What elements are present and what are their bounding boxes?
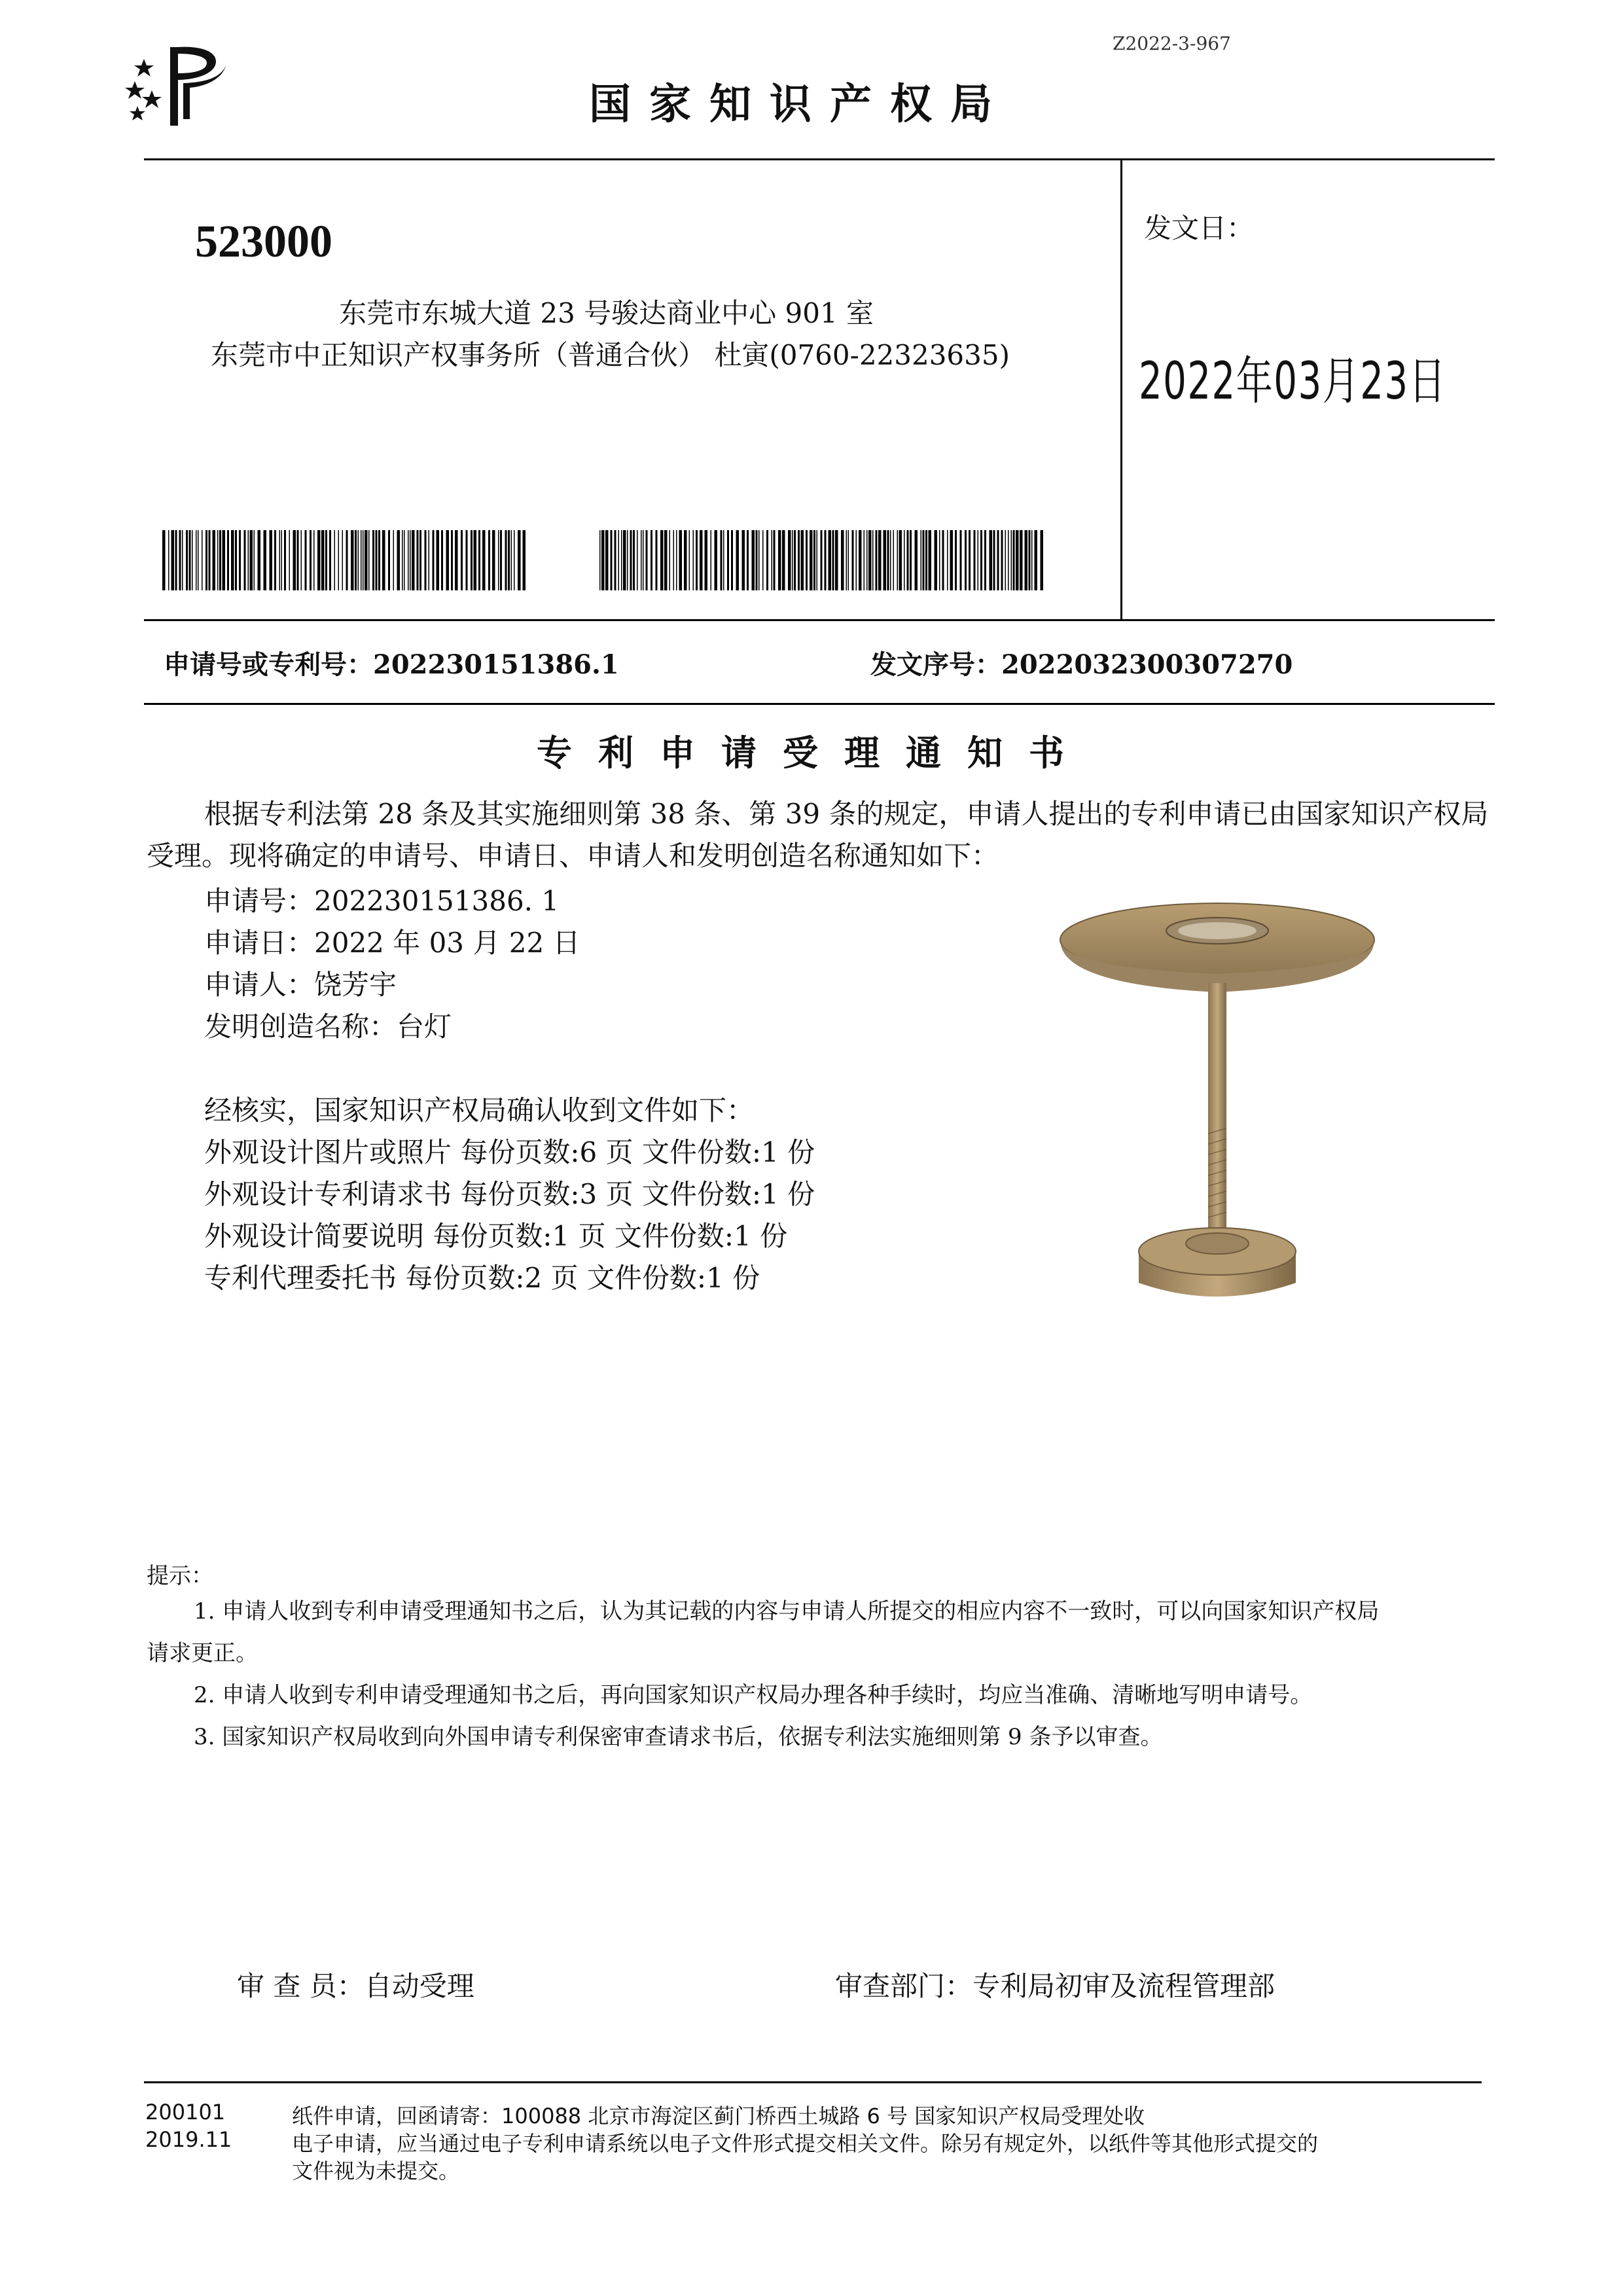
barcode-bar (334, 530, 336, 590)
barcode-bar (325, 530, 327, 590)
barcode-bar (378, 530, 380, 590)
barcode-bar (388, 530, 390, 590)
barcode-bar (329, 530, 331, 590)
barcode-bar (611, 530, 613, 590)
barcode-bar (488, 530, 490, 590)
barcode-bar (705, 530, 708, 590)
barcode-bar (883, 530, 887, 590)
barcode-bar (293, 530, 296, 590)
barcode-bar (500, 530, 502, 590)
barcode-bar (950, 530, 954, 590)
barcode-bar (363, 530, 364, 590)
barcode-bar (274, 530, 276, 590)
barcode-bar (310, 530, 312, 590)
barcode-bar (782, 530, 785, 590)
barcode-bar (351, 530, 354, 590)
barcode-bar (756, 530, 758, 590)
barcode-bar (365, 530, 368, 590)
barcode-bar (186, 530, 188, 590)
barcode-bar (651, 530, 652, 590)
barcode-left (162, 530, 526, 590)
barcode-bar (466, 530, 468, 590)
barcode-bar (471, 530, 473, 590)
barcode-bar (664, 530, 668, 590)
barcode-bar (810, 530, 813, 590)
barcode-bar (451, 530, 453, 590)
field-invention-name: 发明创造名称：台灯 (204, 1011, 452, 1043)
barcode-bar (835, 530, 838, 590)
barcode-bar (209, 530, 211, 590)
examiner: 审 查 员：自动受理 (237, 1970, 474, 2002)
agency-name: 东莞市中正知识产权事务所（普通合伙） 杜寅(0760-22323635) (211, 339, 1010, 371)
footer-line: 文件视为未提交。 (292, 2159, 460, 2183)
barcode-bar (890, 530, 891, 590)
form-version: 2019.11 (145, 2127, 232, 2152)
confirm-heading: 经核实，国家知识产权局确认收到文件如下： (204, 1094, 755, 1126)
barcode-bar (376, 530, 378, 590)
barcode-bar (758, 530, 760, 590)
barcode-bar (248, 530, 249, 590)
barcode-bar (605, 530, 609, 590)
barcode-bar (474, 530, 477, 590)
tip-item: 3. 国家知识产权局收到向外国申请专利保密审查请求书后，依据专利法实施细则第 9 条予以审查。 (194, 1724, 1163, 1750)
review-department: 审查部门：专利局初审及流程管理部 (835, 1970, 1275, 2002)
barcode-bar (792, 530, 793, 590)
barcode-bar (821, 530, 823, 590)
barcode-bar (441, 530, 443, 590)
header-rule (144, 158, 1495, 160)
barcode-bar (446, 530, 450, 590)
barcode-bar (633, 530, 635, 590)
barcode-bar (258, 530, 261, 590)
barcode-bar (492, 530, 495, 590)
barcode-bar (904, 530, 905, 590)
barcode-bar (1011, 530, 1012, 590)
barcode-bar (518, 530, 521, 590)
barcode-bar (813, 530, 815, 590)
barcode-bar (425, 530, 427, 590)
barcode-right (599, 530, 1044, 590)
barcode-bar (846, 530, 847, 590)
tip-item: 2. 申请人收到专利申请受理通知书之后，再向国家知识产权局办理各种手续时，均应当准确、清晰地写明申请号。 (194, 1682, 1313, 1708)
barcode-bar (731, 530, 733, 590)
barcode-bar (437, 530, 440, 590)
barcode-bar (317, 530, 321, 590)
barcode-bar (969, 530, 971, 590)
barcode-bar (393, 530, 395, 590)
barcode-bar (907, 530, 909, 590)
barcode-bar (514, 530, 515, 590)
barcode-bar (997, 530, 999, 590)
office-name: 国家知识产权局 (589, 81, 1010, 129)
barcode-bar (217, 530, 219, 590)
barcode-bar (915, 530, 918, 590)
barcode-bar (198, 530, 199, 590)
barcode-bar (984, 530, 986, 590)
barcode-bar (189, 530, 191, 590)
barcode-bar (397, 530, 401, 590)
barcode-bar (250, 530, 253, 590)
barcode-bar (660, 530, 664, 590)
tip-item: 1. 申请人收到专利申请受理通知书之后，认为其记载的内容与申请人所提交的相应内容不一致时，可以向国家知识产权局 (194, 1598, 1380, 1624)
barcode-bar (417, 530, 419, 590)
barcode-bar (925, 530, 927, 590)
barcode-bar (1013, 530, 1015, 590)
barcode-bar (960, 530, 962, 590)
barcode-bar (478, 530, 480, 590)
barcode-bar (1005, 530, 1007, 590)
barcode-bar (338, 530, 340, 590)
barcode-bar (289, 530, 291, 590)
barcode-bar (887, 530, 889, 590)
barcode-bar (433, 530, 435, 590)
field-application-number: 申请号：202230151386. 1 (204, 885, 560, 917)
barcode-bar (711, 530, 712, 590)
file-item: 外观设计专利请求书 每份页数:3 页 文件份数:1 份 (204, 1178, 815, 1210)
barcode-bar (742, 530, 745, 590)
cnipa-logo-icon (118, 41, 249, 132)
footer-rule (144, 2081, 1482, 2083)
barcode-bar (762, 530, 764, 590)
barcode-bar (168, 530, 169, 590)
barcode-bar (752, 530, 755, 590)
barcode-bar (313, 530, 315, 590)
barcode-bar (623, 530, 626, 590)
barcode-bar (627, 530, 628, 590)
serial-number-label: 发文序号： (870, 649, 1001, 680)
barcode-bar (361, 530, 362, 590)
barcode-bar (866, 530, 868, 590)
barcode-bar (923, 530, 925, 590)
barcode-bar (794, 530, 796, 590)
form-code: 200101 (145, 2100, 226, 2125)
barcode-bar (723, 530, 724, 590)
serial-number-row (870, 644, 1293, 681)
barcode-bar (656, 530, 658, 590)
barcode-bar (196, 530, 197, 590)
barcode-bar (1020, 530, 1023, 590)
barcode-bar (893, 530, 895, 590)
barcode-bar (408, 530, 409, 590)
barcode-bar (848, 530, 849, 590)
barcode-bar (219, 530, 221, 590)
barcode-bar (947, 530, 948, 590)
barcode-bar (382, 530, 385, 590)
barcode-bar (223, 530, 226, 590)
barcode-bar (1041, 530, 1044, 590)
barcode-bar (358, 530, 359, 590)
file-item: 专利代理委托书 每份页数:2 页 文件份数:1 份 (204, 1262, 760, 1294)
notice-intro: 根据专利法第 28 条及其实施细则第 38 条、第 39 条的规定，申请人提出的专利申请已由国家知识产权局受理。现将确定的申请号、申请日、申请人和发明创造名称通知如下： (147, 798, 1489, 872)
barcode-bar (700, 530, 703, 590)
barcode-bar (342, 530, 344, 590)
barcode-bar (897, 530, 899, 590)
barcode-bar (778, 530, 781, 590)
barcode-bar (1001, 530, 1003, 590)
barcode-bar (615, 530, 616, 590)
barcode-bar (182, 530, 183, 590)
barcode-bar (511, 530, 512, 590)
barcode-bar (921, 530, 922, 590)
file-item: 外观设计图片或照片 每份页数:6 页 文件份数:1 份 (204, 1136, 815, 1168)
barcode-bar (878, 530, 882, 590)
tip-item-continued: 请求更正。 (147, 1640, 258, 1666)
vertical-divider (1120, 160, 1122, 620)
ids-bottom-rule (144, 703, 1495, 705)
barcode-bar (1016, 530, 1019, 590)
barcode-bar (1025, 530, 1028, 590)
barcode-bar (852, 530, 854, 590)
barcode-bar (368, 530, 370, 590)
barcode-bar (817, 530, 818, 590)
barcode-bar (974, 530, 976, 590)
barcode-bar (965, 530, 967, 590)
barcode-bar (1035, 530, 1038, 590)
barcode-bar (766, 530, 768, 590)
barcode-bar (284, 530, 286, 590)
barcode-bar (990, 530, 993, 590)
barcode-bar (618, 530, 620, 590)
barcode-bar (429, 530, 430, 590)
barcode-bar (175, 530, 177, 590)
barcode-bar (498, 530, 499, 590)
barcode-bar (461, 530, 463, 590)
barcode-bar (978, 530, 979, 590)
notice-title: 专利申请受理通知书 (537, 732, 1090, 774)
barcode-bar (747, 530, 749, 590)
barcode-bar (372, 530, 374, 590)
barcode-bar (899, 530, 902, 590)
barcode-bar (171, 530, 175, 590)
send-date: 2022年03月23日 (1139, 352, 1447, 411)
barcode-bar (806, 530, 808, 590)
barcode-bar (772, 530, 773, 590)
barcode-bar (856, 530, 857, 590)
postcode: 523000 (195, 217, 332, 267)
barcode-bar (523, 530, 526, 590)
barcode-bar (301, 530, 302, 590)
barcode-bar (482, 530, 486, 590)
barcode-bar (641, 530, 642, 590)
barcode-bar (939, 530, 940, 590)
barcode-bar (721, 530, 722, 590)
barcode-bar (727, 530, 729, 590)
barcode-bar (676, 530, 677, 590)
barcode-bar (646, 530, 648, 590)
barcode-bar (601, 530, 605, 590)
barcode-bar (419, 530, 421, 590)
recipient-address: 东莞市东城大道 23 号骏达商业中心 901 室 (339, 297, 874, 329)
barcode-bar (876, 530, 878, 590)
barcode-bar (715, 530, 718, 590)
barcode-bar (955, 530, 957, 590)
barcode-bar (696, 530, 698, 590)
serial-number: 2022032300307270 (1001, 649, 1293, 680)
barcode-bar (162, 530, 166, 590)
barcode-bar (412, 530, 415, 590)
barcode-bar (231, 530, 234, 590)
barcode-bar (239, 530, 241, 590)
barcode-bar (864, 530, 865, 590)
barcode-bar (505, 530, 507, 590)
barcode-bar (980, 530, 982, 590)
barcode-bar (621, 530, 622, 590)
barcode-bar (798, 530, 800, 590)
barcode-bar (264, 530, 267, 590)
barcode-bar (179, 530, 181, 590)
barcode-bar (402, 530, 403, 590)
barcode-bar (829, 530, 832, 590)
barcode-bar (281, 530, 283, 590)
barcode-bar (788, 530, 791, 590)
barcode-bar (942, 530, 944, 590)
barcode-bar (244, 530, 246, 590)
barcode-bar (192, 530, 193, 590)
tips-heading: 提示： (147, 1563, 213, 1589)
barcode-bar (599, 530, 601, 590)
barcode-bar (227, 530, 229, 590)
barcode-bar (929, 530, 932, 590)
barcode-bar (684, 530, 687, 590)
barcode-bar (935, 530, 938, 590)
barcode-bar (637, 530, 638, 590)
barcode-bar (774, 530, 776, 590)
send-date-label: 发文日： (1144, 212, 1255, 244)
application-number: 202230151386.1 (373, 649, 619, 680)
barcode-bar (1029, 530, 1031, 590)
barcode-bar (993, 530, 995, 590)
barcode-bar (455, 530, 458, 590)
barcode-bar (736, 530, 740, 590)
barcode-bar (508, 530, 510, 590)
barcode-bar (346, 530, 348, 590)
barcode-bar (213, 530, 216, 590)
barcode-bar (643, 530, 644, 590)
barcode-bar (630, 530, 632, 590)
barcode-bar (689, 530, 690, 590)
barcode-bar (205, 530, 207, 590)
barcode-bar (801, 530, 804, 590)
barcode-bar (859, 530, 862, 590)
barcode-bar (355, 530, 357, 590)
footer-line: 纸件申请，回函请寄：100088 北京市海淀区蓟门桥西土城路 6 号 国家知识产权局受理处收 (292, 2104, 1145, 2128)
barcode-bar (841, 530, 844, 590)
barcode-bar (868, 530, 872, 590)
product-photo (1047, 885, 1387, 1304)
barcode-bar (693, 530, 694, 590)
barcode-bar (305, 530, 307, 590)
barcode-bar (279, 530, 281, 590)
barcode-bar (872, 530, 874, 590)
barcode-bar (321, 530, 325, 590)
application-number-label: 申请号或专利号： (164, 649, 373, 680)
field-applicant: 申请人：饶芳宇 (204, 969, 397, 1001)
field-application-date: 申请日：2022 年 03 月 22 日 (204, 927, 580, 959)
barcode-bar (679, 530, 683, 590)
barcode-bar (404, 530, 405, 590)
barcode-bar (673, 530, 675, 590)
barcode-bar (410, 530, 411, 590)
document-code: Z2022-3-967 (1113, 33, 1231, 54)
barcode-bar (669, 530, 671, 590)
barcode-bar (825, 530, 827, 590)
barcode-bar (1008, 530, 1009, 590)
barcode-bar (270, 530, 273, 590)
footer-line: 电子申请，应当通过电子专利申请系统以电子文件形式提交相关文件。除另有规定外，以纸件等其他形式提交的 (292, 2131, 1319, 2156)
barcode-bar (832, 530, 834, 590)
file-item: 外观设计简要说明 每份页数:1 页 文件份数:1 份 (204, 1220, 788, 1252)
barcode-bar (297, 530, 299, 590)
barcode-bar (254, 530, 255, 590)
recipient-bottom-rule (144, 619, 1495, 621)
barcode-bar (202, 530, 203, 590)
application-number-row (164, 644, 619, 681)
barcode-bar (910, 530, 912, 590)
barcode-bar (235, 530, 237, 590)
barcode-bar (1031, 530, 1033, 590)
